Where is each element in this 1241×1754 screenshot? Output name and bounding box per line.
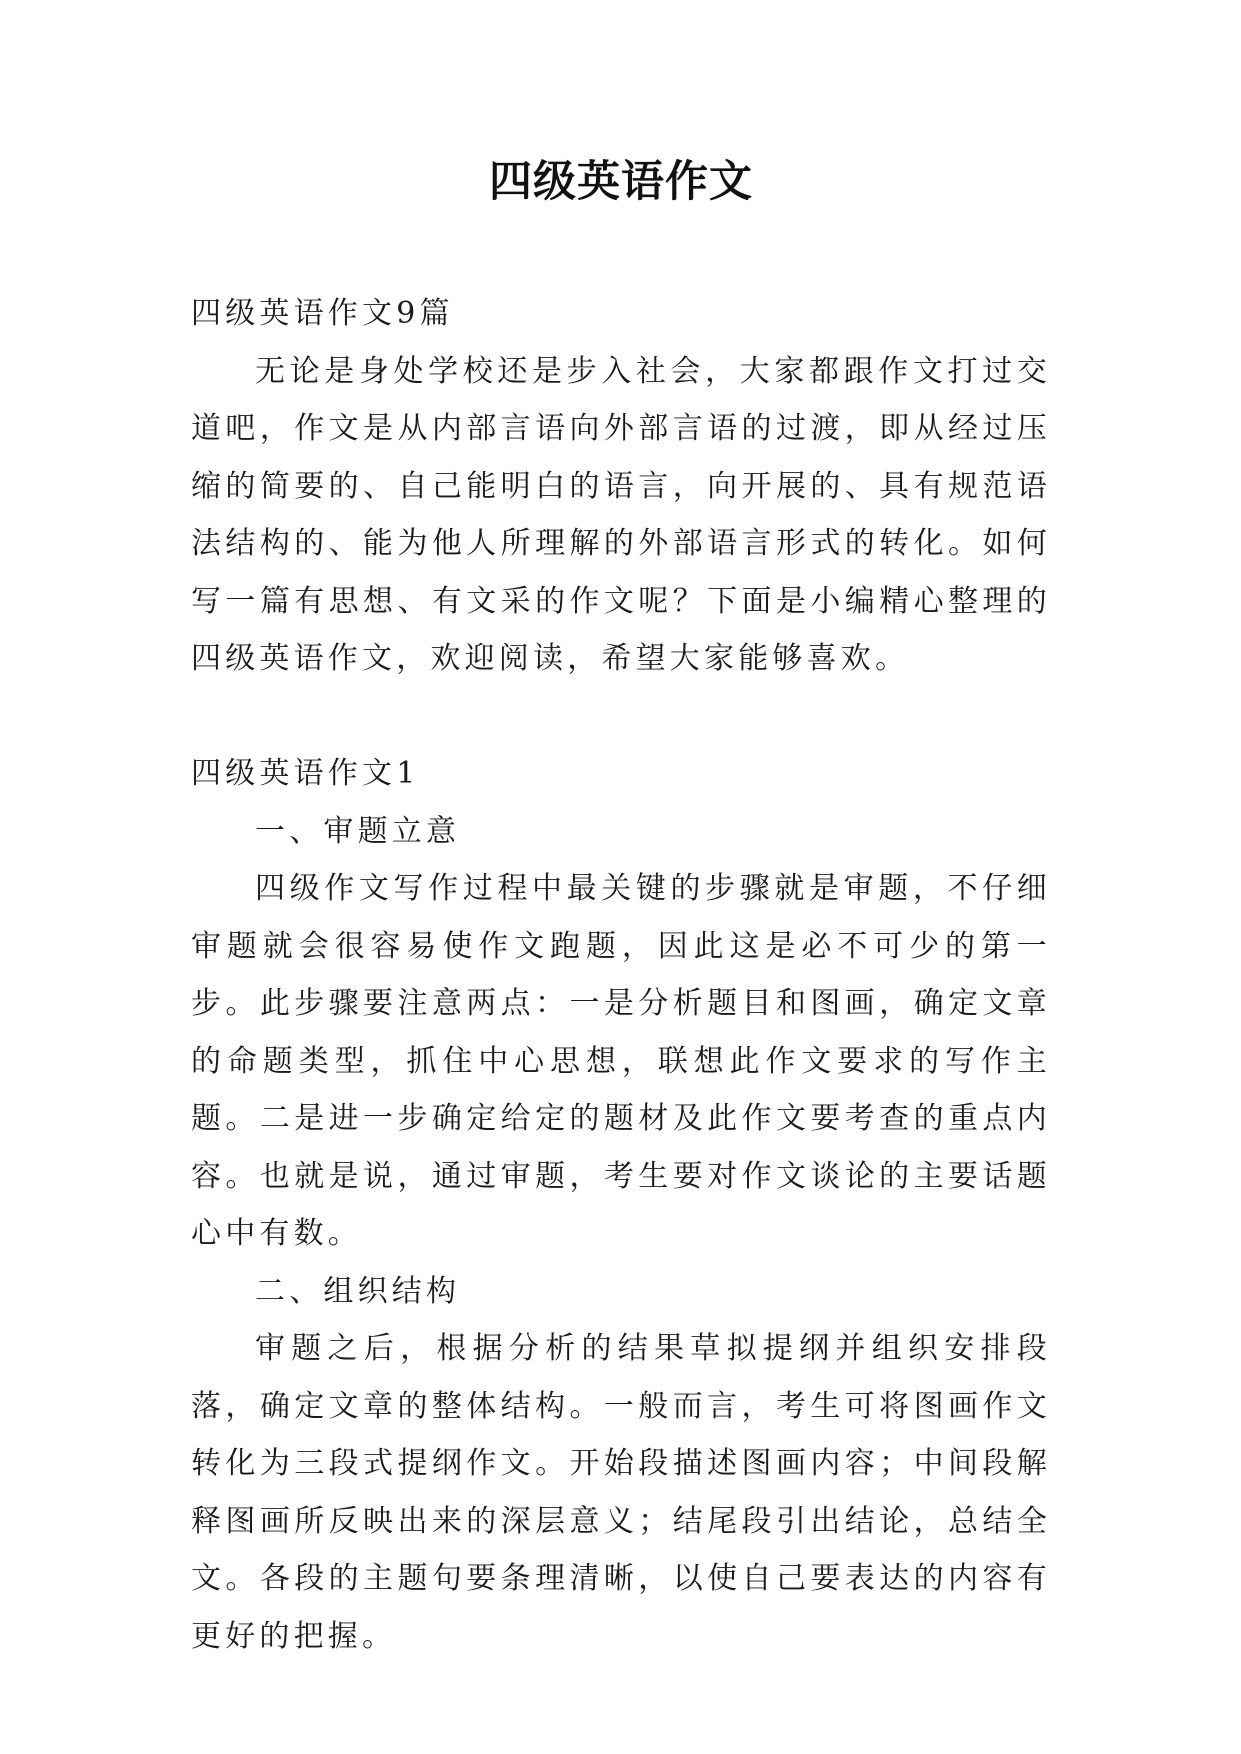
subheading-1: 一、审题立意 — [255, 813, 461, 849]
subheading-2: 二、组织结构 — [255, 1273, 461, 1309]
intro-paragraph: 无论是身处学校还是步入社会，大家都跟作文打过交道吧，作文是从内部言语向外部言语的过渡，即从经过压缩的简要的、自己能明白的语言，向开展的、具有规范语法结构的、能为他人所理解的外部语言形式的转化。如何写一篇有思想、有文采的作文呢？下面是小编精心整理的四级英语作文，欢迎阅读，希望大家能够喜欢。 — [191, 353, 1051, 676]
blank-line — [191, 688, 1051, 746]
section-heading: 四级英语作文1 — [191, 756, 420, 791]
paragraph-1: 四级作文写作过程中最关键的步骤就是审题，不仔细审题就会很容易使作文跑题，因此这是必不可少的第一步。此步骤要注意两点：一是分析题目和图画，确定文章的命题类型，抓住中心思想，联想此作文要求的写作主题。二是进一步确定给定的题材及此作文要考查的重点内容。也就是说，通过审题，考生要对作文谈论的主要话题心中有数。 — [191, 871, 1051, 1251]
subtitle-line: 四级英语作文9篇 — [191, 296, 454, 331]
paragraph-2: 审题之后，根据分析的结果草拟提纲并组织安排段落，确定文章的整体结构。一般而言，考生可将图画作文转化为三段式提纲作文。开始段描述图画内容；中间段解释图画所反映出来的深层意义；结尾段引出结论，总结全文。各段的主题句要条理清晰，以使自己要表达的内容有更好的把握。 — [191, 1331, 1051, 1654]
document-body — [191, 285, 1051, 1665]
document-title: 四级英语作文 — [489, 157, 753, 207]
